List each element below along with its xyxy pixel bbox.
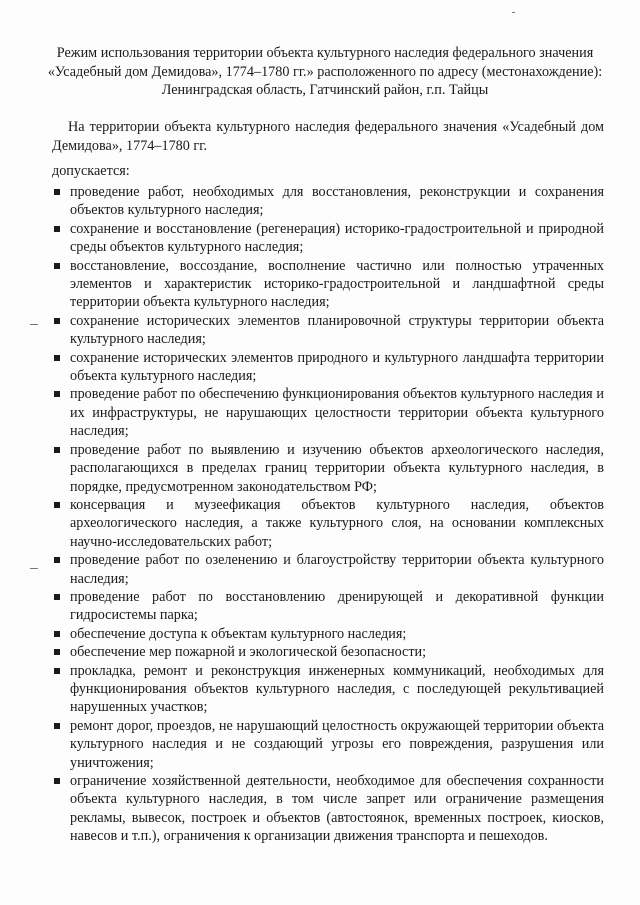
allowed-label: допускается: — [52, 163, 130, 179]
list-item-text: обеспечение доступа к объектам культурного наследия; — [70, 625, 407, 642]
scan-mark — [512, 12, 515, 13]
list-item-text: прокладка, ремонт и реконструкция инженерных коммуникаций, необходимых для функционирования объектов культурного наследия, с последующей рекультивацией нарушенных участков; — [70, 662, 604, 716]
bullet-icon — [54, 594, 60, 600]
list-item — [52, 349, 604, 386]
document-title: Режим использования территории объекта культурного наследия федерального значения «Усадебный дом Демидова», 1774–1780 гг.» расположенного по адресу (местонахождение): Ленинградская область, Гатчинский район, г.п. Тайцы — [47, 45, 603, 98]
list-item — [52, 441, 604, 496]
list-item — [52, 183, 604, 220]
allowed-list — [52, 183, 604, 846]
list-item — [52, 496, 604, 551]
list-item — [52, 588, 604, 625]
list-item-text: сохранение исторических элементов планировочной структуры территории объекта культурного наследия; — [70, 312, 604, 348]
list-item — [52, 625, 604, 643]
list-item — [52, 662, 604, 717]
list-item-text: проведение работ по выявлению и изучению объектов археологического наследия, располагающихся в пределах границ территории объекта культурного наследия, в порядке, предусмотренном законодательством РФ; — [70, 441, 604, 495]
list-item-text: восстановление, воссоздание, восполнение частично или полностью утраченных элементов и характеристик историко-градостроительной и ландшафтной среды территории объекта культурного наследия; — [70, 257, 604, 311]
intro-paragraph: На территории объекта культурного наследия федерального значения «Усадебный дом Демидова», 1774–1780 гг. — [52, 119, 604, 154]
list-item — [52, 643, 604, 661]
bullet-icon — [54, 391, 60, 397]
list-item-text: проведение работ по восстановлению дренирующей и декоративной функции гидросистемы парка; — [70, 588, 604, 624]
list-item — [52, 385, 604, 440]
list-item-text: сохранение исторических элементов природного и культурного ландшафта территории объекта культурного наследия; — [70, 349, 604, 385]
bullet-icon — [54, 318, 60, 324]
list-item-text: ремонт дорог, проездов, не нарушающий целостность окружающей территории объекта культурного наследия и не создающий угрозы его повреждения, разрушения или уничтожения; — [70, 717, 604, 771]
list-item — [52, 551, 604, 588]
bullet-icon — [54, 631, 60, 637]
bullet-icon — [54, 263, 60, 269]
bullet-icon — [54, 189, 60, 195]
bullet-icon — [54, 557, 60, 563]
bullet-icon — [54, 668, 60, 674]
scan-mark — [30, 324, 38, 325]
bullet-icon — [54, 355, 60, 361]
list-item — [52, 257, 604, 312]
list-item-text: проведение работ по обеспечению функционирования объектов культурного наследия и их инфраструктуры, не нарушающих целостности территории объекта культурного наследия; — [70, 386, 604, 440]
bullet-icon — [54, 649, 60, 655]
list-item — [52, 772, 604, 846]
list-item-text: обеспечение мер пожарной и экологической безопасности; — [70, 644, 427, 661]
bullet-icon — [54, 723, 60, 729]
list-item — [52, 717, 604, 772]
scan-mark — [30, 568, 38, 569]
list-item-text: консервация и музеефикация объектов культурного наследия, объектов археологического наследия, а также культурного слоя, на основании комплексных научно-исследовательских работ; — [70, 496, 604, 550]
bullet-icon — [54, 778, 60, 784]
list-item-text: сохранение и восстановление (регенерация) историко-градостроительной и природной среды объектов культурного наследия; — [70, 220, 604, 256]
bullet-icon — [54, 447, 60, 453]
list-item-text: проведение работ, необходимых для восстановления, реконструкции и сохранения объектов культурного наследия; — [70, 184, 604, 219]
bullet-icon — [54, 226, 60, 232]
list-item — [52, 220, 604, 257]
bullet-icon — [54, 502, 60, 508]
list-item-text: ограничение хозяйственной деятельности, необходимое для обеспечения сохранности объекта культурного наследия, в том числе запрет или ограничение размещения рекламы, вывесок, построек и объектов (автостоянок, временных построек, киосков, навесов и т.п.), ограничения к организации движения транспорта и пешеходов. — [70, 773, 604, 845]
list-item-text: проведение работ по озеленению и благоустройству территории объекта культурного наследия; — [70, 552, 604, 587]
list-item — [52, 312, 604, 349]
